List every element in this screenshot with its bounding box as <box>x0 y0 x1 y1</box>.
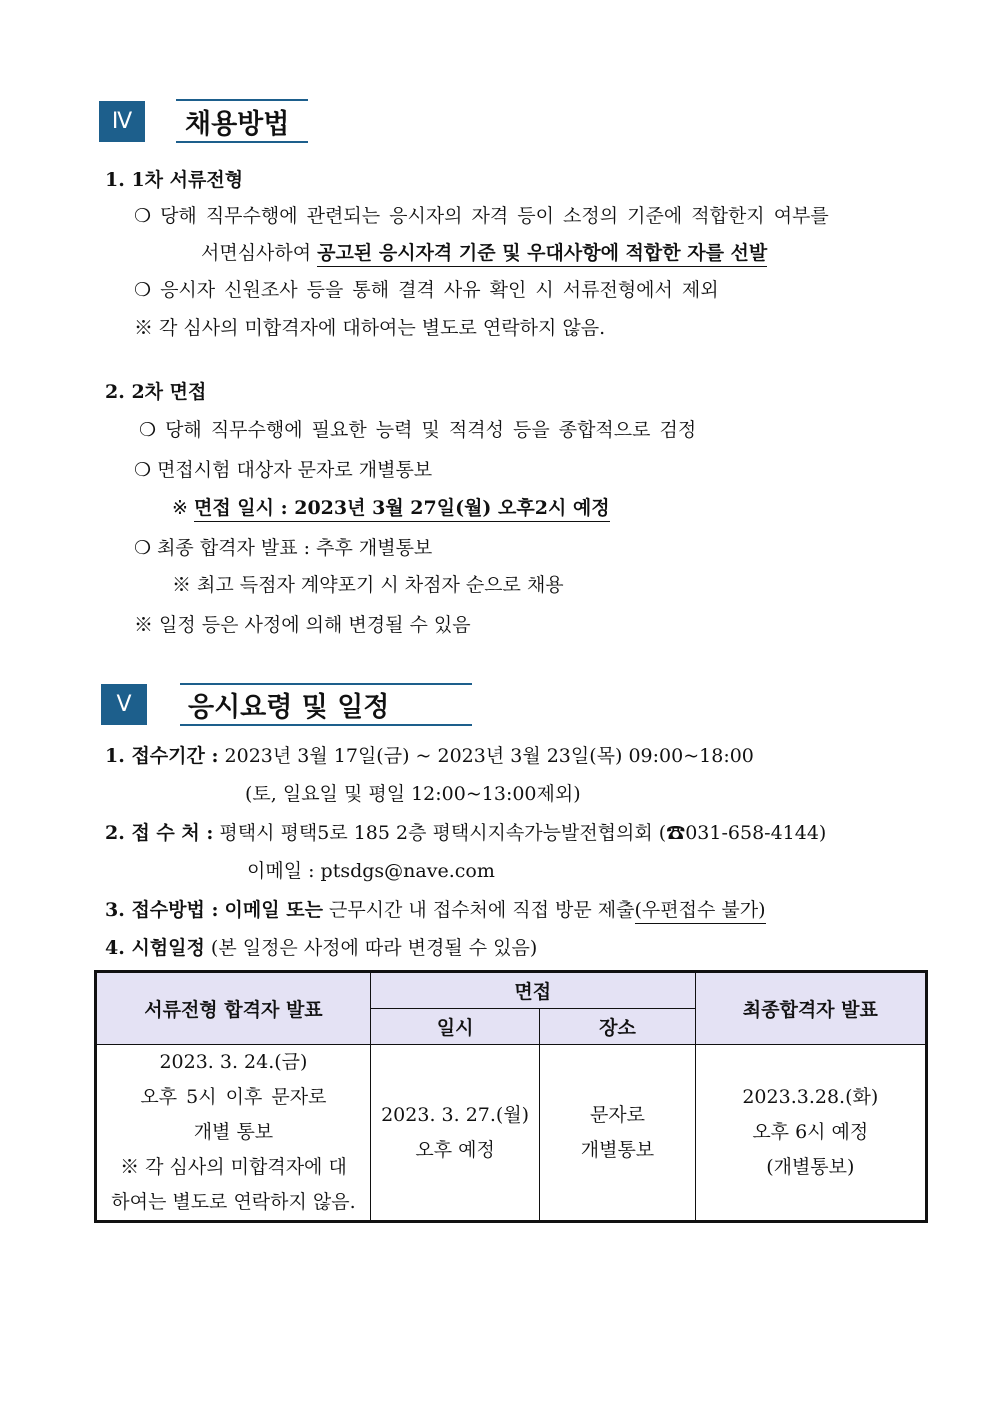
place-row <box>105 818 826 845</box>
item-2-heading: 2. 2차 면접 <box>105 381 207 403</box>
header-interview-place: 장소 <box>540 1009 695 1045</box>
header-final-result: 최종합격자 발표 <box>695 972 926 1045</box>
cell-line: 오후 5시 이후 문자로 <box>140 1086 327 1108</box>
cell-line: 개별통보 <box>580 1138 655 1161</box>
cell-line: 개별 통보 <box>193 1121 274 1143</box>
section-4-number: Ⅳ <box>99 101 145 142</box>
header-doc-result: 서류전형 합격자 발표 <box>96 972 371 1045</box>
cell-line: 2023. 3. 24.(금) <box>159 1051 308 1073</box>
cell-line: 오후 6시 예정 <box>752 1121 869 1143</box>
interview-date-emphasis: 면접 일시 : 2023년 3월 27일(월) 오후2시 예정 <box>194 497 610 522</box>
cell-interview-place <box>540 1045 695 1222</box>
schedule-note: (본 일정은 사정에 따라 변경될 수 있음) <box>204 937 538 959</box>
cell-final-result <box>695 1045 926 1222</box>
cell-line: (개별통보) <box>766 1156 855 1178</box>
item-1-bullet-2: ❍ 응시자 신원조사 등을 통해 결격 사유 확인 시 서류전형에서 제외 <box>134 279 719 301</box>
cell-line: ※ 각 심사의 미합격자에 대 <box>120 1156 347 1178</box>
section-4-bottom-line <box>176 141 308 143</box>
method-plain: 근무시간 내 접수처에 직접 방문 제출 <box>322 899 635 921</box>
period-label: 1. 접수기간 : <box>105 745 219 767</box>
method-no-mail: (우편접수 불가) <box>635 899 766 924</box>
cell-line: 2023. 3. 27.(월) <box>381 1103 530 1126</box>
item-2-bullet-2: ❍ 면접시험 대상자 문자로 개별통보 <box>134 459 433 481</box>
item-1-bullet-1-cont <box>201 238 767 265</box>
section-4-top-line <box>176 99 308 101</box>
place-value: 평택시 평택5로 185 2층 평택시지속가능발전협의회 (☎031-658-4144) <box>219 822 827 844</box>
section-4-title: 채용방법 <box>185 109 290 140</box>
schedule-row <box>105 933 537 960</box>
item-1-heading: 1. 1차 서류전형 <box>105 169 244 191</box>
period-row <box>105 741 754 768</box>
header-interview: 면접 <box>370 972 695 1009</box>
cell-line: 2023.3.28.(화) <box>742 1086 879 1108</box>
method-emphasis: 이메일 또는 <box>224 899 323 921</box>
item-2-bullet-1: ❍ 당해 직무수행에 필요한 능력 및 적격성 등을 종합적으로 검정 <box>139 419 697 441</box>
period-value: 2023년 3월 17일(금) ~ 2023년 3월 23일(목) 09:00~18:00 <box>224 745 754 767</box>
cell-line: 문자로 <box>589 1103 645 1126</box>
item-1-bullet-1-plain: 서면심사하여 <box>201 242 318 264</box>
item-1-bullet-1-emphasis: 공고된 응시자격 기준 및 우대사항에 적합한 자를 선발 <box>317 242 767 267</box>
cell-line: 하여는 별도로 연락하지 않음. <box>111 1191 356 1213</box>
item-1-note: ※ 각 심사의 미합격자에 대하여는 별도로 연락하지 않음. <box>134 317 606 339</box>
header-interview-date: 일시 <box>370 1009 539 1045</box>
schedule-label: 4. 시험일정 <box>105 937 205 959</box>
reference-mark: ※ <box>172 497 194 519</box>
method-row <box>105 895 766 922</box>
cell-interview-date <box>370 1045 539 1222</box>
item-2-note-2: ※ 최고 득점자 계약포기 시 차점자 순으로 채용 <box>172 574 564 596</box>
cell-doc-result <box>96 1045 371 1222</box>
item-2-bullet-3: ❍ 최종 합격자 발표 : 추후 개별통보 <box>134 537 433 559</box>
item-1-bullet-1: ❍ 당해 직무수행에 관련되는 응시자의 자격 등이 소정의 기준에 적합한지 여부를 <box>134 205 829 227</box>
section-5-top-line <box>180 683 472 685</box>
method-label: 3. 접수방법 : <box>105 899 219 921</box>
section-5-number: Ⅴ <box>101 684 147 725</box>
cell-line: 오후 예정 <box>415 1138 495 1161</box>
item-2-interview-note <box>172 493 610 520</box>
item-2-note-3: ※ 일정 등은 사정에 의해 변경될 수 있음 <box>134 614 471 636</box>
section-5-title: 응시요령 및 일정 <box>188 692 390 723</box>
schedule-table <box>94 970 928 1223</box>
place-label: 2. 접 수 처 : <box>105 822 214 844</box>
email-line: 이메일 : ptsdgs@nave.com <box>247 860 495 882</box>
period-note: (토, 일요일 및 평일 12:00~13:00제외) <box>245 783 581 805</box>
section-5-bottom-line <box>180 724 472 726</box>
